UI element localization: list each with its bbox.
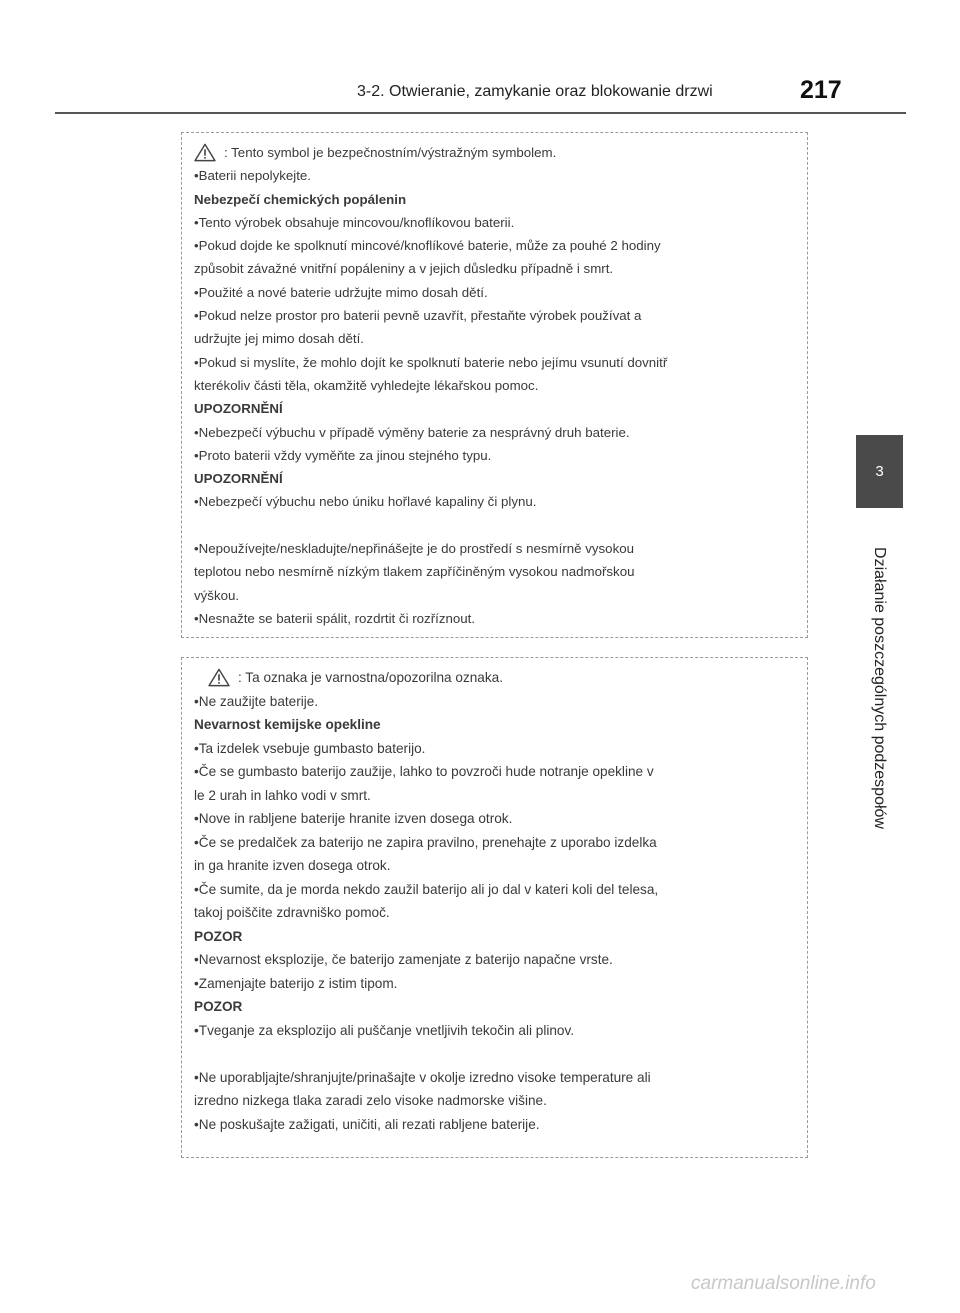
notice-line: způsobit závažné vnitřní popáleniny a v jejich důsledku případně i smrt. — [194, 261, 614, 277]
symbol-legend-si — [194, 666, 797, 690]
section-heading: UPOZORNĚNÍ — [194, 471, 283, 487]
page-header-title: 3-2. Otwieranie, zamykanie oraz blokowanie drzwi — [357, 83, 713, 100]
notice-line: •Če sumite, da je morda nekdo zaužil baterijo ali jo dal v kateri koli del telesa, — [194, 881, 659, 897]
notice-line: •Použité a nové baterie udržujte mimo dosah dětí. — [194, 284, 488, 300]
notice-line: výškou. — [194, 587, 240, 603]
section-heading: Nevarnost kemijske opekline — [194, 717, 381, 732]
notice-line: •Ne poskušajte zažigati, uničiti, ali rezati rabljene baterije. — [194, 1116, 540, 1132]
notice-line: •Nebezpečí výbuchu nebo úniku hořlavé kapaliny či plynu. — [194, 494, 537, 510]
section-heading: Nebezpečí chemických popálenin — [194, 191, 407, 207]
symbol-legend-text: : Ta oznaka je varnostna/opozorilna oznaka. — [238, 670, 503, 685]
blank-line — [194, 1042, 797, 1066]
battery-warning-box-cz — [181, 132, 808, 638]
notice-line: •Tveganje za eksplozijo ali puščanje vnetljivih tekočin ali plinov. — [194, 1022, 575, 1038]
notice-line: izredno nizkega tlaka zaradi zelo visoke nadmorske višine. — [194, 1093, 547, 1108]
notice-line: •Pokud nelze prostor pro baterii pevně uzavřít, přestaňte výrobek používat a — [194, 308, 642, 324]
notice-line: •Ne uporabljajte/shranjujte/prinašajte v okolje izredno visoke temperature ali — [194, 1069, 651, 1085]
warning-triangle-icon — [194, 143, 216, 162]
notice-line: •Nevarnost eksplozije, če baterijo zamenjate z baterijo napačne vrste. — [194, 952, 613, 967]
notice-line: •Nesnažte se baterii spálit, rozdrtit či rozříznout. — [194, 610, 476, 626]
blank-line — [194, 514, 797, 537]
notice-lines-cz — [194, 164, 797, 630]
notice-line: le 2 urah in lahko vodi v smrt. — [194, 787, 371, 803]
notice-line: in ga hranite izven dosega otrok. — [194, 858, 391, 873]
notice-line: takoj poiščite zdravniško pomoč. — [194, 905, 390, 920]
watermark: carmanualsonline.info — [691, 1273, 876, 1294]
chapter-side-label: Działanie poszczególnych podzespołów — [871, 547, 888, 829]
notice-line: •Ta izdelek vsebuje gumbasto baterijo. — [194, 740, 426, 756]
notice-line: •Tento výrobek obsahuje mincovou/knoflíkovou baterii. — [194, 214, 515, 230]
header-divider — [55, 112, 906, 114]
notice-line: •Nebezpečí výbuchu v případě výměny baterie za nesprávný druh baterie. — [194, 424, 630, 440]
section-heading: POZOR — [194, 928, 243, 944]
notice-line: kterékoliv části těla, okamžitě vyhledejte lékařskou pomoc. — [194, 377, 539, 393]
chapter-tab: 3 — [856, 435, 903, 508]
warning-triangle-icon — [208, 668, 230, 687]
notice-line: •Proto baterii vždy vyměňte za jinou stejného typu. — [194, 447, 492, 463]
battery-warning-box-si — [181, 657, 808, 1158]
notice-lines-si — [194, 690, 797, 1137]
notice-line: •Nepoužívejte/neskladujte/nepřinášejte je do prostředí s nesmírně vysokou — [194, 541, 635, 557]
notice-line: •Pokud si myslíte, že mohlo dojít ke spolknutí baterie nebo jejímu vsunutí dovnitř — [194, 354, 668, 370]
notice-line: udržujte jej mimo dosah dětí. — [194, 331, 364, 347]
notice-line: •Baterii nepolykejte. — [194, 168, 312, 184]
notice-line: •Če se predalček za baterijo ne zapira pravilno, prenehajte z uporabo izdelka — [194, 834, 657, 850]
symbol-legend-cz — [194, 141, 797, 164]
notice-line: •Zamenjajte baterijo z istim tipom. — [194, 975, 398, 991]
notice-line: •Če se gumbasto baterijo zaužije, lahko to povzroči hude notranje opekline v — [194, 764, 654, 779]
section-heading: UPOZORNĚNÍ — [194, 401, 283, 417]
notice-line: •Ne zaužijte baterije. — [194, 693, 319, 709]
notice-line: •Nove in rabljene baterije hranite izven dosega otrok. — [194, 811, 513, 826]
symbol-legend-text: : Tento symbol je bezpečnostním/výstražným symbolem. — [224, 145, 557, 160]
section-heading: POZOR — [194, 999, 243, 1014]
notice-line: teplotou nebo nesmírně nízkým tlakem zapříčiněným vysokou nadmořskou — [194, 564, 635, 580]
notice-line: •Pokud dojde ke spolknutí mincové/knoflíkové baterie, může za pouhé 2 hodiny — [194, 238, 661, 254]
page-number: 217 — [800, 76, 842, 104]
